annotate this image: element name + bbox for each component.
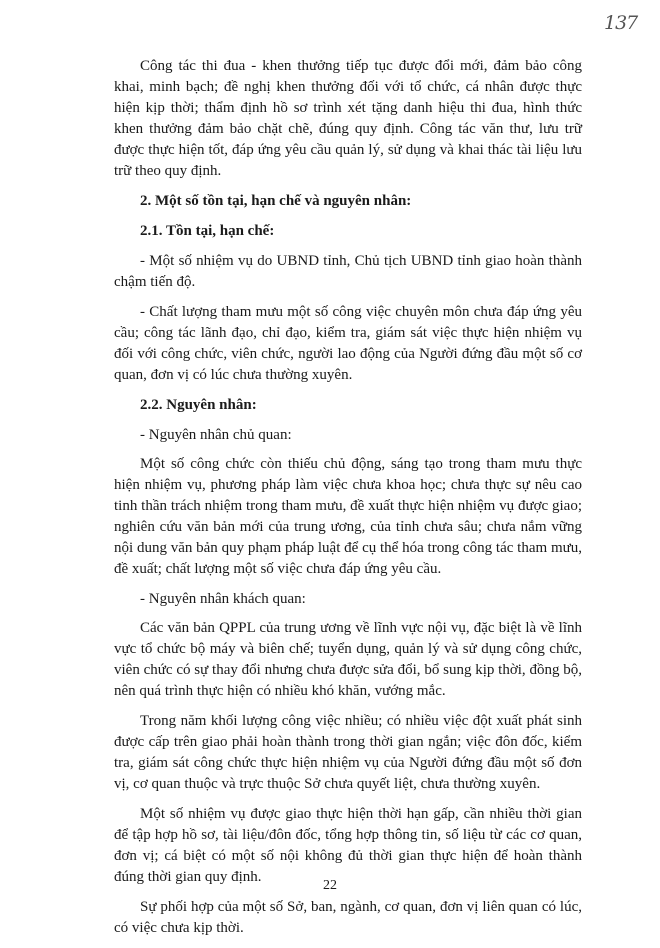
paragraph-subjective-cause: Một số công chức còn thiếu chủ động, sáng tạo trong tham mưu thực hiện nhiệm vụ, phương pháp làm việc chưa khoa học; chưa thực sự nêu cao tinh thần trách nhiệm trong tham mưu, đề xuất thực hiện nhiệm vụ được giao; nghiên cứu văn bản mới của trung ương, của tỉnh chưa sâu; chưa nắm vững nội dung văn bản quy phạm pháp luật để cụ thể hóa trong công tác tham mưu, đề xuất; chất lượng một số việc chưa đáp ứng yêu cầu. [114, 456, 582, 577]
paragraph-subjective-cause-label: - Nguyên nhân chủ quan: [140, 427, 292, 443]
subsection-heading-2-2: 2.2. Nguyên nhân: [140, 397, 257, 413]
paragraph-objective-cause-label: - Nguyên nhân khách quan: [140, 591, 306, 607]
section-heading-2: 2. Một số tồn tại, hạn chế và nguyên nhân: [140, 193, 412, 209]
handwritten-page-mark: 137 [604, 12, 638, 34]
page-number: 22 [323, 878, 337, 893]
paragraph-emulation-rewards: Công tác thi đua - khen thưởng tiếp tục được đổi mới, đảm bảo công khai, minh bạch; đề nghị khen thưởng đối với tổ chức, cá nhân được thực hiện kịp thời; thẩm định hồ sơ trình xét tặng danh hiệu thi đua, hình thức khen thưởng đảm bảo chặt chẽ, đúng quy định. Công tác văn thư, lưu trữ được thực hiện tốt, đáp ứng yêu cầu quản lý, sử dụng và khai thác tài liệu lưu trữ theo quy định. [114, 58, 582, 179]
paragraph-objective-cause-2: Trong năm khối lượng công việc nhiều; có nhiều việc đột xuất phát sinh được cấp trên giao phải hoàn thành trong thời gian ngắn; việc đôn đốc, kiểm tra, giám sát công chức thực hiện nhiệm vụ của Người đứng đầu một số đơn vị, cơ quan thuộc và trực thuộc Sở chưa quyết liệt, chưa thường xuyên. [114, 713, 582, 792]
document-body [114, 56, 582, 948]
subsection-heading-2-1: 2.1. Tồn tại, hạn chế: [140, 223, 275, 239]
paragraph-objective-cause-1: Các văn bản QPPL của trung ương về lĩnh vực nội vụ, đặc biệt là về lĩnh vực tổ chức bộ máy và biên chế; tuyển dụng, quản lý và sử dụng công chức, viên chức có sự thay đổi nhưng chưa được sửa đổi, bổ sung kịp thời, đồng bộ, nên quá trình thực hiện có nhiều khó khăn, vướng mắc. [114, 620, 582, 699]
paragraph-objective-cause-4: Sự phối hợp của một số Sở, ban, ngành, cơ quan, đơn vị liên quan có lúc, có việc chưa kịp thời. [114, 899, 582, 936]
paragraph-limitation-2: - Chất lượng tham mưu một số công việc chuyên môn chưa đáp ứng yêu cầu; công tác lãnh đạo, chỉ đạo, kiểm tra, giám sát việc thực hiện nhiệm vụ đối với công chức, viên chức, người lao động của Người đứng đầu một số cơ quan, đơn vị có lúc chưa thường xuyên. [114, 304, 582, 383]
paragraph-limitation-1: - Một số nhiệm vụ do UBND tỉnh, Chủ tịch UBND tỉnh giao hoàn thành chậm tiến độ. [114, 253, 582, 290]
paragraph-objective-cause-3: Một số nhiệm vụ được giao thực hiện thời hạn gấp, cần nhiều thời gian để tập hợp hồ sơ, tài liệu/đôn đốc, tổng hợp thông tin, số liệu từ các cơ quan, đơn vị; cá biệt có một số nội không đủ thời gian thực hiện để hoàn thành đúng thời gian quy định. [114, 806, 582, 885]
